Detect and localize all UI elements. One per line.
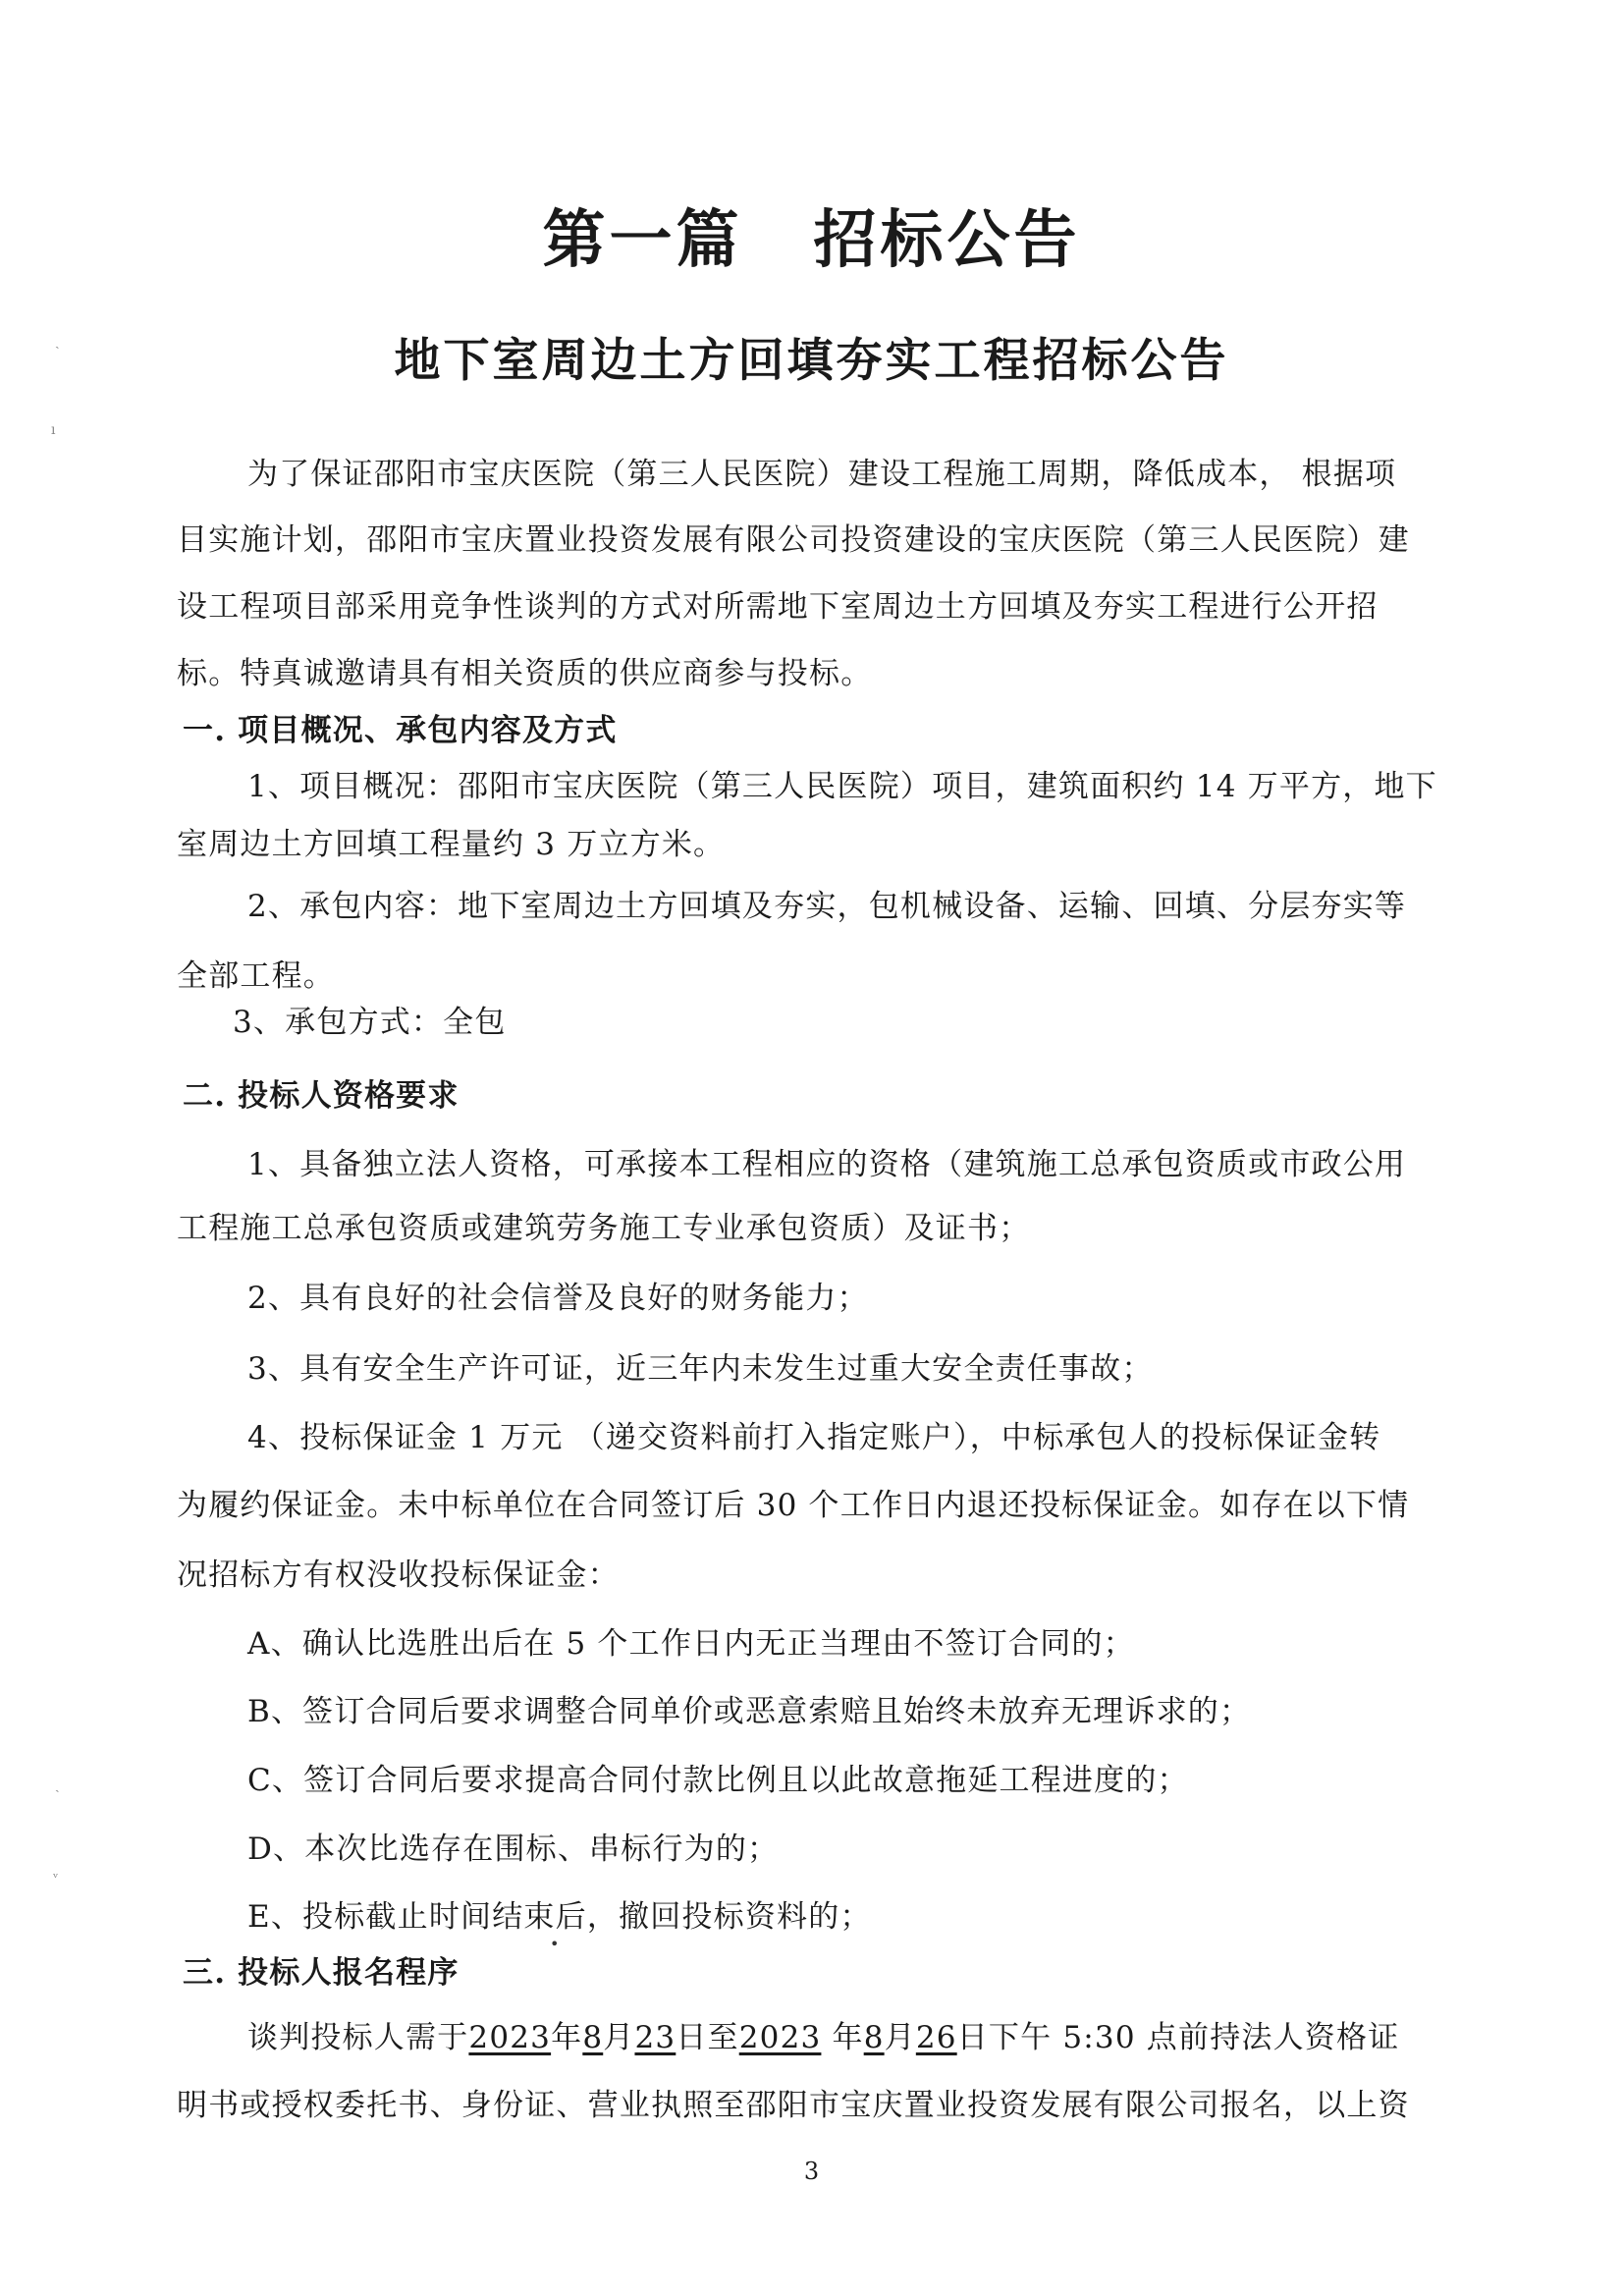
- contract-mode-line: 3、承包方式：全包: [233, 1005, 507, 1040]
- registration-text: 月: [884, 2020, 916, 2055]
- qualification-line: 1、具备独立法人资格，可承接本工程相应的资格（建筑施工总承包资质或市政公用: [247, 1147, 1407, 1182]
- qualification-line: 2、具有良好的社会信誉及良好的财务能力；: [247, 1281, 869, 1316]
- scan-speck: ı: [51, 422, 56, 438]
- part-title: [0, 201, 1623, 280]
- forfeit-item: D、本次比选存在围标、串标行为的；: [247, 1831, 780, 1867]
- section-heading-overview: 一. 项目概况、承包内容及方式: [183, 713, 618, 748]
- scan-speck: ˎ: [55, 334, 60, 350]
- end-day: 26: [915, 2020, 957, 2055]
- overview-line: 室周边土方回填工程量约 3 万立方米。: [177, 827, 726, 862]
- start-year: 2023: [468, 2020, 552, 2055]
- section-heading-qualification: 二. 投标人资格要求: [183, 1078, 460, 1114]
- deposit-line: 况招标方有权没收投标保证金：: [177, 1558, 620, 1593]
- section-heading-registration: 三. 投标人报名程序: [183, 1955, 460, 1991]
- scan-speck: ᵥ: [53, 1866, 59, 1882]
- deposit-line: 为履约保证金。未中标单位在合同签订后 30 个工作日内退还投标保证金。如存在以下情: [177, 1488, 1410, 1523]
- scan-speck: •: [550, 1935, 560, 1953]
- intro-line: 标。特真诚邀请具有相关资质的供应商参与投标。: [177, 656, 873, 691]
- intro-line: 为了保证邵阳市宝庆医院（第三人民医院）建设工程施工周期，降低成本， 根据项: [247, 457, 1397, 492]
- forfeit-item: E、投标截止时间结束后，撤回投标资料的；: [247, 1899, 872, 1935]
- registration-line: 明书或授权委托书、身份证、营业执照至邵阳市宝庆置业投资发展有限公司报名，以上资: [177, 2088, 1410, 2123]
- intro-line: 设工程项目部采用竞争性谈判的方式对所需地下室周边土方回填及夯实工程进行公开招: [177, 589, 1379, 625]
- qualification-line: 3、具有安全生产许可证，近三年内未发生过重大安全责任事故；: [247, 1351, 1154, 1387]
- registration-text: 日下午 5:30 点前持法人资格证: [956, 2020, 1400, 2055]
- registration-text: 日至: [676, 2020, 739, 2055]
- scope-line: 全部工程。: [177, 958, 335, 994]
- qualification-line: 工程施工总承包资质或建筑劳务施工专业承包资质）及证书；: [177, 1211, 1031, 1246]
- part-title-text: 招标公告: [813, 203, 1081, 277]
- start-month: 8: [582, 2020, 604, 2055]
- scan-speck: ˎ: [55, 1777, 60, 1793]
- overview-line: 1、项目概况：邵阳市宝庆医院（第三人民医院）项目，建筑面积约 14 万平方，地下: [247, 769, 1437, 804]
- registration-line: [247, 2018, 1399, 2057]
- forfeit-item: A、确认比选胜出后在 5 个工作日内无正当理由不签订合同的；: [247, 1626, 1135, 1662]
- page-number: 3: [803, 2158, 820, 2185]
- deposit-line: 4、投标保证金 1 万元 （递交资料前打入指定账户），中标承包人的投标保证金转: [247, 1420, 1381, 1455]
- part-title-number: 第一篇: [542, 203, 743, 277]
- registration-text: 月: [603, 2020, 635, 2055]
- intro-line: 目实施计划，邵阳市宝庆置业投资发展有限公司投资建设的宝庆医院（第三人民医院）建: [177, 522, 1410, 558]
- notice-title: 地下室周边土方回填夯实工程招标公告: [394, 334, 1229, 388]
- registration-text: 谈判投标人需于: [247, 2020, 469, 2055]
- start-day: 23: [634, 2020, 676, 2055]
- forfeit-item: B、签订合同后要求调整合同单价或恶意索赔且始终未放弃无理诉求的；: [247, 1694, 1252, 1729]
- forfeit-item: C、签订合同后要求提高合同付款比例且以此故意拖延工程进度的；: [247, 1763, 1189, 1798]
- end-year: 2023: [738, 2020, 822, 2055]
- scope-line: 2、承包内容：地下室周边土方回填及夯实，包机械设备、运输、回填、分层夯实等: [247, 889, 1407, 924]
- end-month: 8: [863, 2020, 885, 2055]
- registration-text: 年: [821, 2020, 864, 2055]
- registration-text: 年: [551, 2020, 583, 2055]
